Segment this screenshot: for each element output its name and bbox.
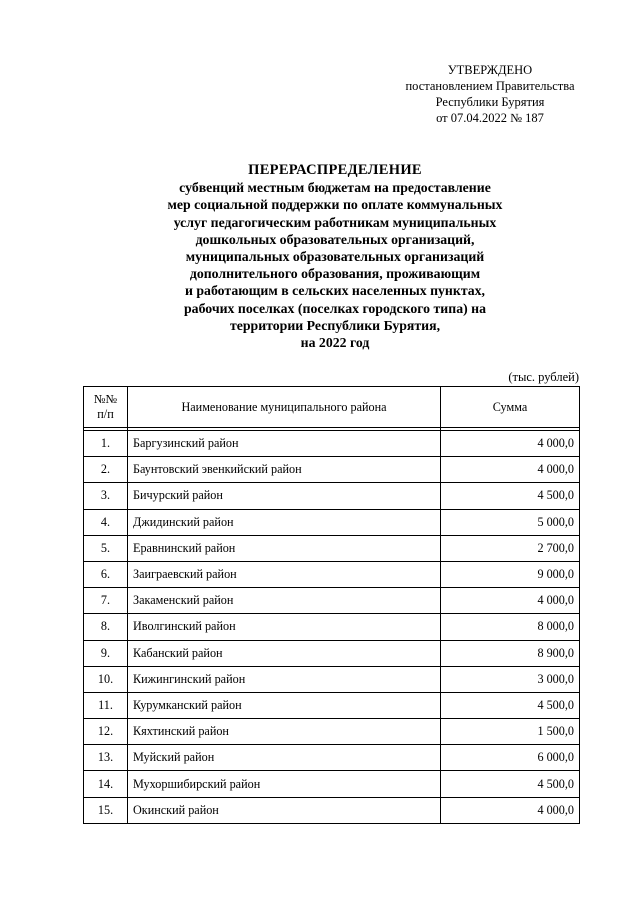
row-sum: 6 000,0 xyxy=(441,745,580,771)
approval-decree: постановлением Правительства xyxy=(405,79,575,93)
row-district-name: Курумканский район xyxy=(128,692,441,718)
approval-date-number: от 07.04.2022 № 187 xyxy=(436,111,544,125)
table-row xyxy=(84,457,580,483)
document-title-line: территории Республики Бурятия, xyxy=(229,317,441,333)
row-number: 2. xyxy=(84,457,128,483)
document-title-line: мер социальной поддержки по оплате коммунальных xyxy=(167,197,503,213)
header-number xyxy=(84,387,128,428)
row-district-name: Закаменский район xyxy=(128,588,441,614)
row-number: 6. xyxy=(84,561,128,587)
table-row xyxy=(84,509,580,535)
row-district-name: Иволгинский район xyxy=(128,614,441,640)
document-title-line: субвенций местным бюджетам на предоставление xyxy=(179,180,491,196)
row-number: 9. xyxy=(84,640,128,666)
row-sum: 9 000,0 xyxy=(441,561,580,587)
table-row xyxy=(84,431,580,457)
document-title-line: дошкольных образовательных организаций, xyxy=(195,231,475,247)
row-district-name: Мухоршибирский район xyxy=(128,771,441,797)
row-number: 15. xyxy=(84,797,128,823)
row-number: 7. xyxy=(84,588,128,614)
row-sum: 5 000,0 xyxy=(441,509,580,535)
header-number-line2: п/п xyxy=(97,407,114,421)
row-sum: 3 000,0 xyxy=(441,666,580,692)
row-sum: 4 000,0 xyxy=(441,431,580,457)
document-title-line: и работающим в сельских населенных пунктах, xyxy=(184,283,486,299)
row-district-name: Кабанский район xyxy=(128,640,441,666)
table-body xyxy=(84,428,580,824)
table-row xyxy=(84,535,580,561)
row-sum: 1 500,0 xyxy=(441,719,580,745)
approval-stamp xyxy=(395,62,585,126)
row-sum: 8 900,0 xyxy=(441,640,580,666)
row-sum: 4 000,0 xyxy=(441,797,580,823)
table-row xyxy=(84,614,580,640)
row-number: 10. xyxy=(84,666,128,692)
table-row xyxy=(84,640,580,666)
row-sum: 4 000,0 xyxy=(441,588,580,614)
row-number: 14. xyxy=(84,771,128,797)
row-number: 1. xyxy=(84,431,128,457)
row-sum: 4 500,0 xyxy=(441,692,580,718)
row-district-name: Кижингинский район xyxy=(128,666,441,692)
table-row xyxy=(84,692,580,718)
table-row xyxy=(84,666,580,692)
document-title-line: рабочих поселках (поселках городского типа) на xyxy=(184,300,486,316)
row-district-name: Баргузинский район xyxy=(128,431,441,457)
row-sum: 4 000,0 xyxy=(441,457,580,483)
table-row xyxy=(84,483,580,509)
document-title-line: услуг педагогическим работникам муниципальных xyxy=(173,214,497,230)
document-title-line: муниципальных образовательных организаций xyxy=(185,249,485,265)
row-sum: 4 500,0 xyxy=(441,771,580,797)
header-number-line1: №№ xyxy=(93,392,118,406)
distribution-table xyxy=(83,386,580,824)
row-number: 4. xyxy=(84,509,128,535)
table-header-row xyxy=(84,387,580,428)
row-sum: 4 500,0 xyxy=(441,483,580,509)
document-title-line: на 2022 год xyxy=(300,335,370,351)
table-row xyxy=(84,588,580,614)
table-row xyxy=(84,561,580,587)
row-district-name: Бичурский район xyxy=(128,483,441,509)
row-number: 3. xyxy=(84,483,128,509)
row-number: 8. xyxy=(84,614,128,640)
row-sum: 8 000,0 xyxy=(441,614,580,640)
row-number: 11. xyxy=(84,692,128,718)
row-number: 12. xyxy=(84,719,128,745)
document-title xyxy=(100,162,570,351)
table-row xyxy=(84,771,580,797)
document-title-main: ПЕРЕРАСПРЕДЕЛЕНИЕ xyxy=(248,162,422,178)
row-number: 13. xyxy=(84,745,128,771)
row-district-name: Еравнинский район xyxy=(128,535,441,561)
document-title-line: дополнительного образования, проживающим xyxy=(189,266,481,282)
row-district-name: Окинский район xyxy=(128,797,441,823)
table-row xyxy=(84,719,580,745)
row-district-name: Баунтовский эвенкийский район xyxy=(128,457,441,483)
approval-heading: УТВЕРЖДЕНО xyxy=(447,63,533,77)
row-district-name: Кяхтинский район xyxy=(128,719,441,745)
approval-republic: Республики Бурятия xyxy=(435,95,545,109)
row-district-name: Джидинский район xyxy=(128,509,441,535)
header-sum: Сумма xyxy=(441,387,580,428)
unit-note: (тыс. рублей) xyxy=(508,370,579,384)
row-number: 5. xyxy=(84,535,128,561)
header-district-name: Наименование муниципального района xyxy=(128,387,441,428)
row-sum: 2 700,0 xyxy=(441,535,580,561)
row-district-name: Муйский район xyxy=(128,745,441,771)
row-district-name: Заиграевский район xyxy=(128,561,441,587)
table-row xyxy=(84,797,580,823)
table-row xyxy=(84,745,580,771)
